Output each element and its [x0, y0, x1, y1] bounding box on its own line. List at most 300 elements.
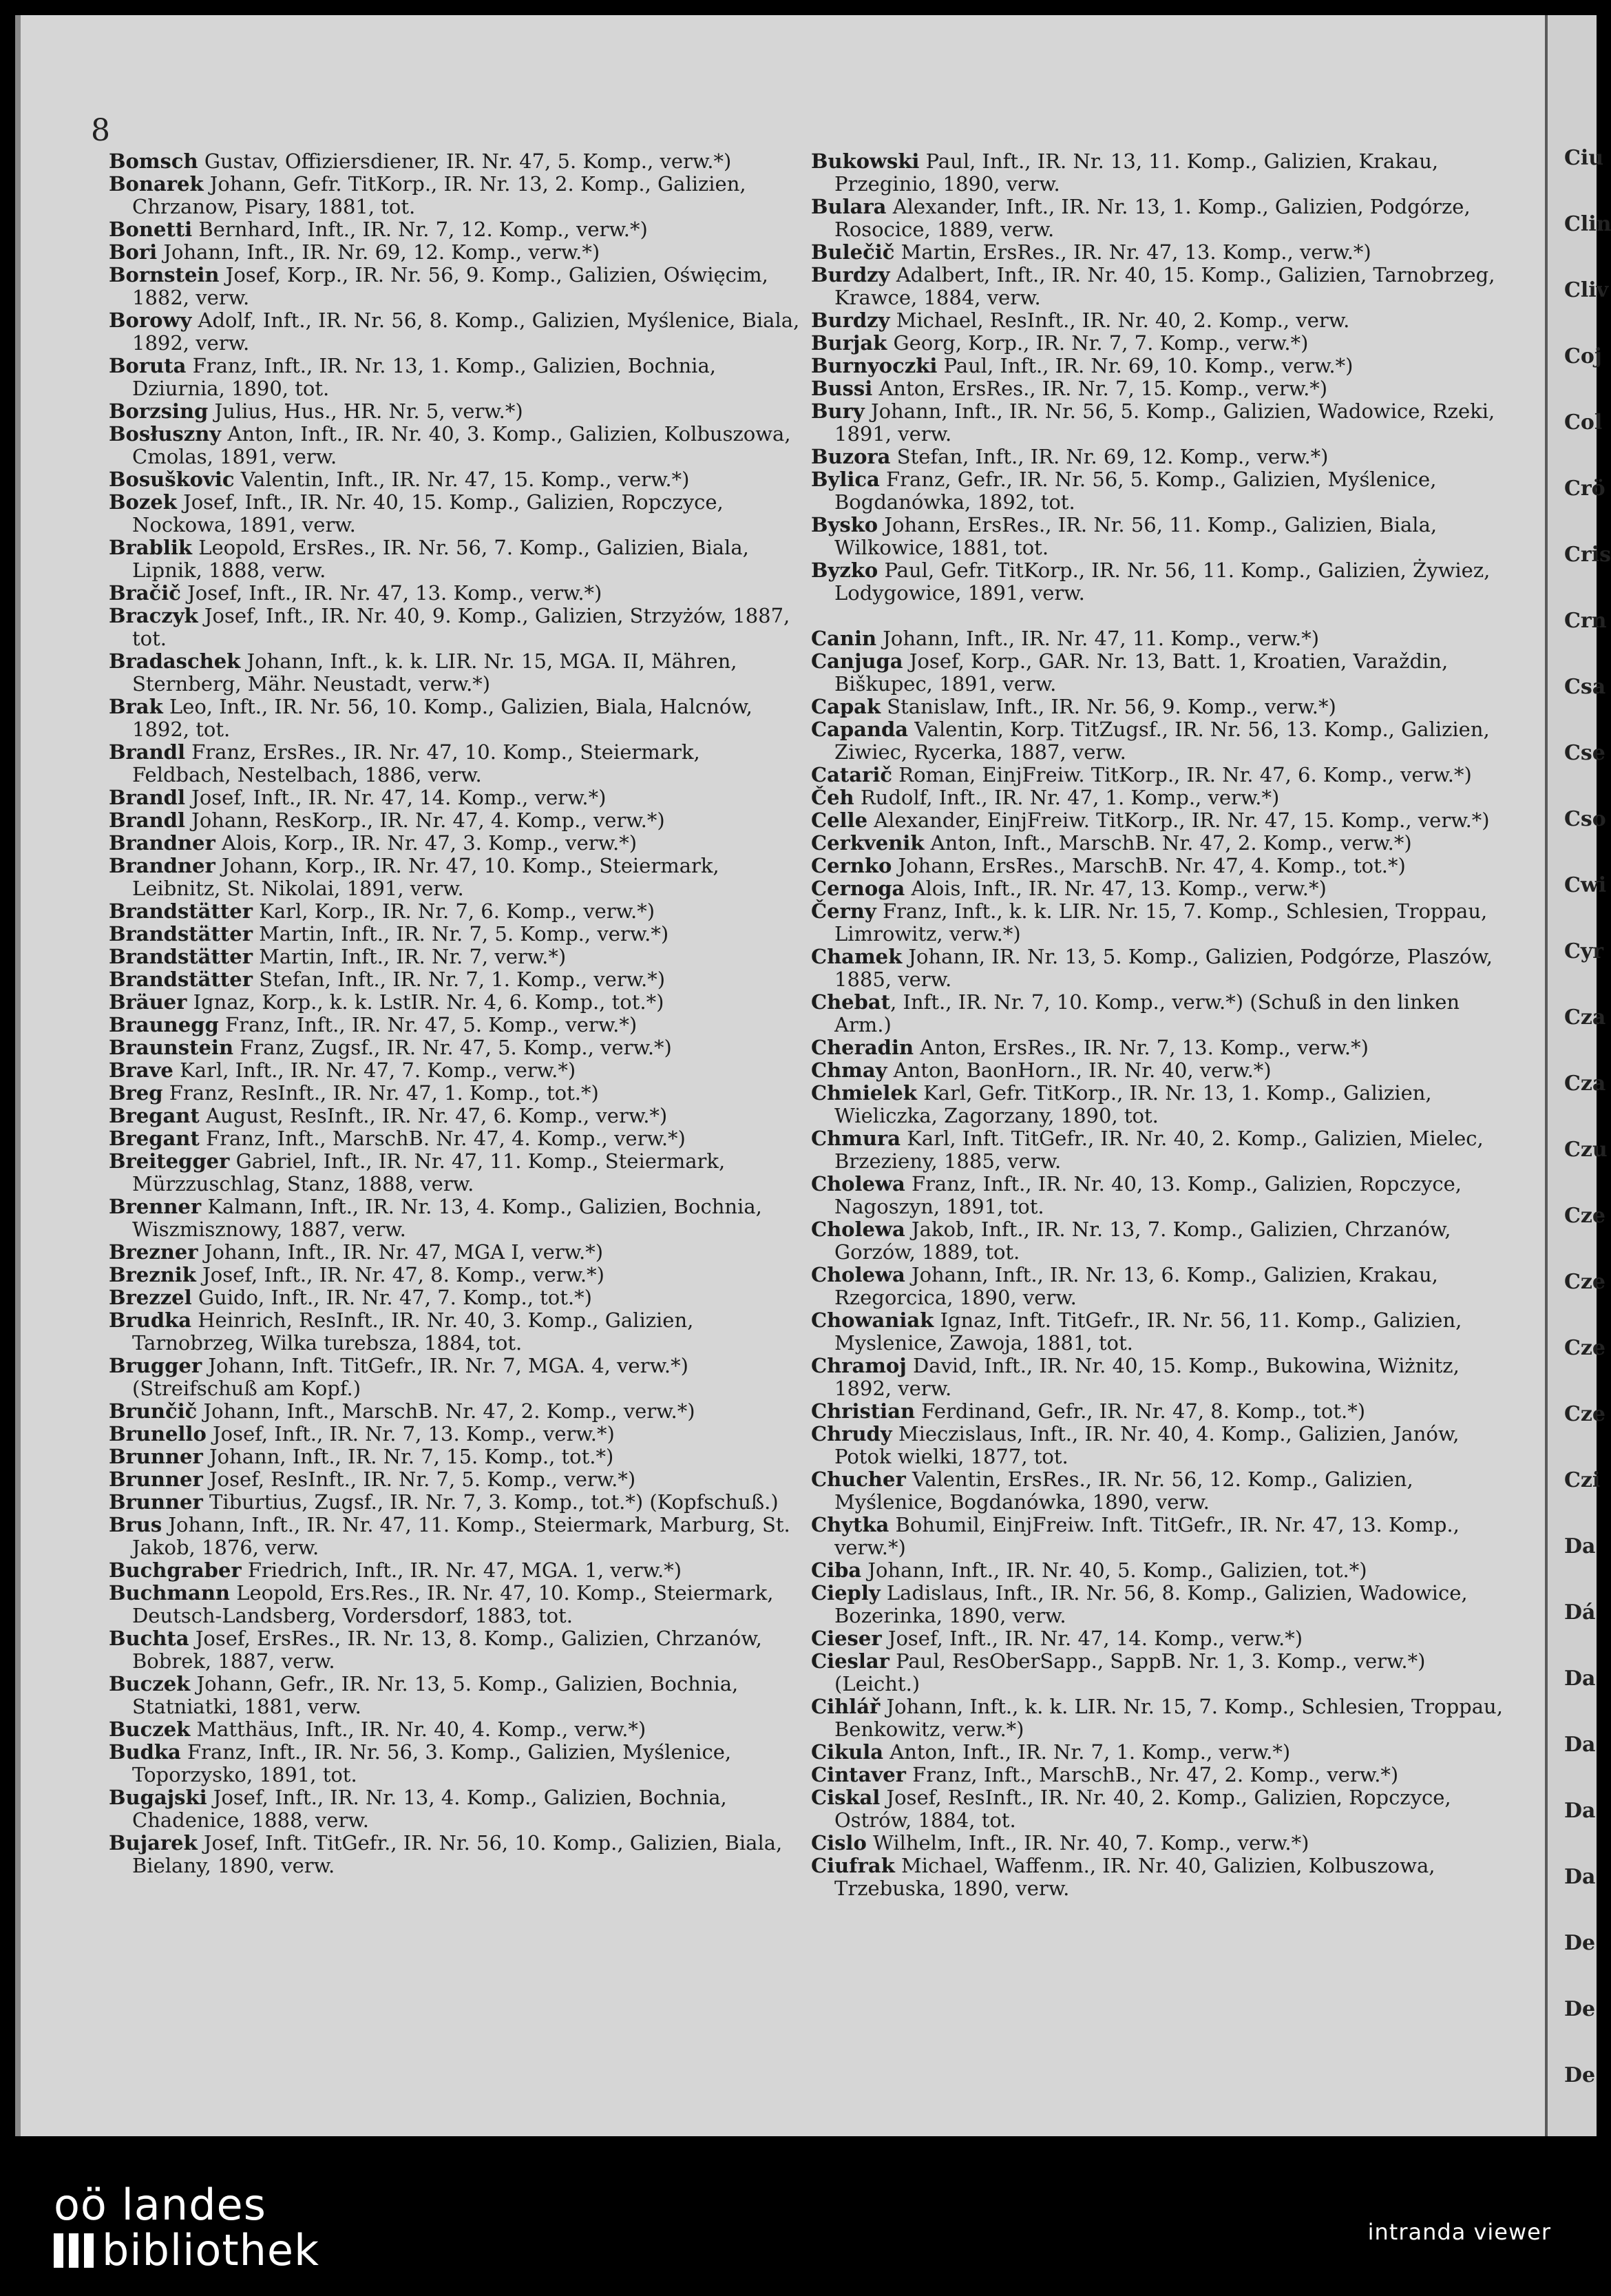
entry-details: Franz, ErsRes., IR. Nr. 47, 10. Komp., Steiermark, Feldbach, Nestelbach, 1886, verw.: [132, 740, 700, 786]
next-page-fragment: Cyr: [1564, 939, 1604, 963]
entry-surname: Chamek: [811, 945, 903, 968]
entry-surname: Cieser: [811, 1627, 882, 1650]
entry-details: Franz, Zugsf., IR. Nr. 47, 5. Komp., verw.*): [233, 1036, 672, 1059]
entry-surname: Chramoj: [811, 1354, 907, 1377]
entry-surname: Cieslar: [811, 1649, 889, 1673]
entry-surname: Brunner: [109, 1490, 203, 1514]
list-entry: [109, 1423, 804, 1446]
entry-details: Josef, Inft., IR. Nr. 40, 15. Komp., Galizien, Ropczyce, Nockowa, 1891, verw.: [132, 490, 724, 536]
entry-details: Anton, BaonHorn., IR. Nr. 40, verw.*): [887, 1058, 1272, 1082]
list-entry: [109, 150, 804, 173]
list-entry: [811, 1264, 1506, 1309]
entry-details: Jakob, Inft., IR. Nr. 13, 7. Komp., Galizien, Chrzanów, Gorzów, 1889, tot.: [834, 1218, 1451, 1264]
entry-details: Roman, EinjFreiw. TitKorp., IR. Nr. 47, 6. Komp., verw.*): [892, 763, 1472, 786]
entry-details: Josef, Inft., IR. Nr. 7, 13. Komp., verw.*): [206, 1422, 615, 1446]
entry-details: Karl, Korp., IR. Nr. 7, 6. Komp., verw.*): [252, 899, 655, 923]
entry-details: Franz, Inft., IR. Nr. 47, 5. Komp., verw.*): [218, 1013, 638, 1036]
entry-surname: Chmay: [811, 1058, 887, 1082]
next-page-fragment: Cze: [1564, 1204, 1605, 1228]
list-entry: [811, 832, 1506, 855]
list-entry: [109, 650, 804, 696]
list-entry: [109, 832, 804, 855]
next-page-fragment: Dá: [1564, 1600, 1596, 1625]
next-page-fragment: Da: [1564, 1799, 1596, 1823]
list-entry: [811, 1764, 1506, 1786]
entry-details: Franz, Inft., IR. Nr. 40, 13. Komp., Galizien, Ropczyce, Nagoszyn, 1891, tot.: [834, 1172, 1462, 1218]
entry-surname: Chmielek: [811, 1081, 917, 1105]
list-entry: [109, 1082, 804, 1105]
list-entry: [811, 1423, 1506, 1468]
next-page-fragment: Da: [1564, 1733, 1596, 1757]
entry-surname: Breitegger: [109, 1149, 230, 1173]
list-entry: [811, 446, 1506, 468]
entry-surname: Cholewa: [811, 1263, 905, 1286]
list-entry: [109, 1286, 804, 1309]
entry-surname: Brandl: [109, 786, 185, 809]
entry-surname: Capanda: [811, 718, 909, 741]
entry-details: Anton, Inft., IR. Nr. 7, 1. Komp., verw.*): [883, 1740, 1291, 1764]
next-page-fragment: Cze: [1564, 1336, 1605, 1360]
list-entry: [811, 377, 1506, 400]
list-entry: [109, 991, 804, 1014]
list-entry: [811, 1355, 1506, 1400]
list-entry: [109, 536, 804, 582]
entry-details: Johann, Inft., IR. Nr. 13, 6. Komp., Galizien, Krakau, Rzegorcica, 1890, verw.: [834, 1263, 1438, 1309]
list-entry: [109, 1673, 804, 1718]
entry-surname: Brablik: [109, 536, 192, 559]
list-entry: [109, 1355, 804, 1400]
next-page-fragment: De: [1564, 1997, 1596, 2021]
entry-details: Johann, Inft., IR. Nr. 56, 5. Komp., Galizien, Wadowice, Rzeki, 1891, verw.: [834, 399, 1495, 446]
entry-details: Rudolf, Inft., IR. Nr. 47, 1. Komp., verw.*): [854, 786, 1280, 809]
entry-details: Johann, Gefr., IR. Nr. 13, 5. Komp., Galizien, Bochnia, Statniatki, 1881, verw.: [132, 1672, 739, 1718]
next-page-fragment: De: [1564, 2063, 1596, 2087]
entry-details: August, ResInft., IR. Nr. 47, 6. Komp., verw.*): [199, 1104, 668, 1127]
entry-details: Leo, Inft., IR. Nr. 56, 10. Komp., Galizien, Biala, Halcnów, 1892, tot.: [132, 695, 752, 741]
list-entry: [811, 1695, 1506, 1741]
entry-details: Gustav, Offiziersdiener, IR. Nr. 47, 5. Komp., verw.*): [198, 149, 732, 173]
list-entry: [109, 1786, 804, 1832]
list-entry: [811, 1309, 1506, 1355]
entry-details: Bernhard, Inft., IR. Nr. 7, 12. Komp., verw.*): [192, 218, 648, 241]
list-entry: [811, 264, 1506, 309]
list-entry: [109, 696, 804, 741]
list-entry: [811, 196, 1506, 241]
entry-surname: Byzko: [811, 559, 878, 582]
next-page-fragment: Cse: [1564, 741, 1605, 765]
entry-details: Franz, ResInft., IR. Nr. 47, 1. Komp., tot.*): [162, 1081, 599, 1105]
entry-details: Valentin, Korp. TitZugsf., IR. Nr. 56, 13. Komp., Galizien, Ziwiec, Rycerka, 1887, verw.: [834, 718, 1490, 764]
entry-details: Ignaz, Korp., k. k. LstIR. Nr. 4, 6. Komp., tot.*): [187, 990, 664, 1014]
page-number: 8: [91, 113, 110, 148]
entry-details: Paul, ResOberSapp., SappB. Nr. 1, 3. Komp., verw.*) (Leicht.): [834, 1649, 1426, 1695]
list-entry: [109, 1514, 804, 1559]
entry-surname: Brezzel: [109, 1286, 192, 1309]
entry-surname: Brezner: [109, 1240, 198, 1264]
entry-details: Johann, Inft., IR. Nr. 7, 15. Komp., tot.*): [202, 1445, 614, 1468]
entry-surname: Bosuškovic: [109, 468, 235, 491]
next-page-fragment: Clin: [1564, 212, 1611, 236]
list-entry: [811, 855, 1506, 877]
entry-details: Paul, Gefr. TitKorp., IR. Nr. 56, 11. Komp., Galizien, Żywiez, Lodygowice, 1891, verw.: [834, 559, 1491, 605]
entry-details: Johann, Inft. TitGefr., IR. Nr. 7, MGA. 4, verw.*) (Streifschuß am Kopf.): [132, 1354, 688, 1400]
entry-surname: Braunegg: [109, 1013, 219, 1036]
entry-details: Franz, Inft., IR. Nr. 13, 1. Komp., Galizien, Bochnia, Dziurnia, 1890, tot.: [132, 354, 716, 400]
list-entry: [811, 1582, 1506, 1627]
list-entry: [109, 1582, 804, 1627]
next-page-fragment: Czi: [1564, 1468, 1601, 1492]
entry-surname: Canjuga: [811, 649, 903, 673]
scanned-page: [15, 15, 1550, 2136]
entry-details: Leopold, ErsRes., IR. Nr. 56, 7. Komp., Galizien, Biala, Lipnik, 1888, verw.: [132, 536, 749, 582]
entry-details: Josef, Inft., IR. Nr. 47, 8. Komp., verw.*): [196, 1263, 604, 1286]
entry-surname: Bysko: [811, 513, 878, 536]
entry-surname: Bregant: [109, 1127, 200, 1150]
list-entry: [811, 1173, 1506, 1218]
entry-surname: Bulečič: [811, 240, 895, 264]
list-entry: [811, 468, 1506, 514]
entry-surname: Breg: [109, 1081, 163, 1105]
list-entry: [811, 514, 1506, 559]
list-entry: [811, 946, 1506, 991]
entry-surname: Celle: [811, 808, 868, 832]
entry-details: Josef, ErsRes., IR. Nr. 13, 8. Komp., Galizien, Chrzanów, Bobrek, 1887, verw.: [132, 1627, 762, 1673]
list-entry: [109, 1741, 804, 1786]
entry-surname: Brenner: [109, 1195, 202, 1218]
list-entry: [811, 1127, 1506, 1173]
entry-surname: Bräuer: [109, 990, 187, 1014]
next-page-fragment: Crn: [1564, 609, 1607, 633]
list-entry: [109, 264, 804, 309]
left-column: [109, 150, 804, 1877]
entry-details: Paul, Inft., IR. Nr. 69, 10. Komp., verw.*): [937, 354, 1354, 377]
entry-details: Anton, Inft., IR. Nr. 40, 3. Komp., Galizien, Kolbuszowa, Cmolas, 1891, verw.: [132, 422, 791, 468]
entry-details: Franz, Inft., MarschB., Nr. 47, 2. Komp., verw.*): [905, 1763, 1399, 1786]
list-entry: [811, 1468, 1506, 1514]
entry-details: Josef, Inft., IR. Nr. 13, 4. Komp., Galizien, Bochnia, Chadenice, 1888, verw.: [132, 1786, 727, 1832]
entry-details: Johann, Inft., k. k. LIR. Nr. 15, MGA. II, Mähren, Sternberg, Mähr. Neustadt, verw.*): [132, 649, 737, 696]
entry-surname: Brandner: [109, 831, 215, 855]
entry-details: Josef, Inft., IR. Nr. 40, 9. Komp., Galizien, Strzyżów, 1887, tot.: [132, 604, 790, 650]
entry-surname: Burdzy: [811, 309, 890, 332]
list-entry: [811, 1855, 1506, 1900]
next-page-fragment: Da: [1564, 1865, 1596, 1889]
next-page-fragment: De: [1564, 1931, 1596, 1955]
entry-surname: Buchmann: [109, 1581, 230, 1605]
entry-details: Josef, Korp., GAR. Nr. 13, Batt. 1, Kroatien, Varaždin, Biškupec, 1891, verw.: [834, 649, 1449, 696]
entry-surname: Braunstein: [109, 1036, 234, 1059]
list-entry: [811, 1218, 1506, 1264]
entry-surname: Bukowski: [811, 149, 920, 173]
entry-details: Guido, Inft., IR. Nr. 47, 7. Komp., tot.*): [191, 1286, 592, 1309]
entry-surname: Borowy: [109, 309, 192, 332]
list-entry: [811, 1741, 1506, 1764]
list-entry: [811, 786, 1506, 809]
entry-details: Josef, Inft., IR. Nr. 47, 14. Komp., verw.*): [881, 1627, 1303, 1650]
entry-surname: Cihlář: [811, 1695, 881, 1718]
entry-surname: Bozek: [109, 490, 177, 514]
entry-surname: Canin: [811, 627, 877, 650]
logo-line2: [54, 2227, 319, 2274]
list-entry: [811, 650, 1506, 696]
list-entry: [811, 1036, 1506, 1059]
entry-surname: Burjak: [811, 331, 887, 355]
list-entry: [109, 1105, 804, 1127]
entry-details: Karl, Inft. TitGefr., IR. Nr. 40, 2. Komp., Galizien, Mielec, Brzezieny, 1885, verw.: [834, 1127, 1484, 1173]
entry-details: David, Inft., IR. Nr. 40, 15. Komp., Bukowina, Wiżnitz, 1892, verw.: [834, 1354, 1460, 1400]
entry-details: Alexander, Inft., IR. Nr. 13, 1. Komp., Galizien, Podgórze, Rosocice, 1889, verw.: [834, 195, 1471, 241]
entry-details: Anton, ErsRes., IR. Nr. 7, 13. Komp., verw.*): [914, 1036, 1369, 1059]
list-entry: [811, 400, 1506, 446]
entry-surname: Ciskal: [811, 1786, 881, 1809]
entry-details: Ignaz, Inft. TitGefr., IR. Nr. 56, 11. Komp., Galizien, Myslenice, Zawoja, 1881, tot.: [834, 1308, 1462, 1355]
logo-bars-icon: [54, 2233, 95, 2268]
entry-details: Johann, Korp., IR. Nr. 47, 10. Komp., Steiermark, Leibnitz, St. Nikolai, 1891, verw.: [132, 854, 719, 900]
next-page-fragment: Czu: [1564, 1138, 1608, 1162]
entry-details: Johann, ErsRes., IR. Nr. 56, 11. Komp., Galizien, Biala, Wilkowice, 1881, tot.: [834, 513, 1438, 559]
entry-surname: Chytka: [811, 1513, 889, 1536]
list-entry: [109, 1468, 804, 1491]
entry-surname: Brunčič: [109, 1399, 198, 1423]
entry-surname: Burnyoczki: [811, 354, 938, 377]
list-entry: [109, 218, 804, 241]
entry-details: Johann, Inft., k. k. LIR. Nr. 15, 7. Komp., Schlesien, Troppau, Benkowitz, verw.*): [834, 1695, 1503, 1741]
entry-surname: Christian: [811, 1399, 916, 1423]
entry-surname: Bornstein: [109, 263, 220, 286]
entry-details: Matthäus, Inft., IR. Nr. 40, 4. Komp., verw.*): [190, 1718, 646, 1741]
entry-details: Michael, ResInft., IR. Nr. 40, 2. Komp., verw.: [889, 309, 1350, 332]
entry-details: Mieczislaus, Inft., IR. Nr. 40, 4. Komp., Galizien, Janów, Potok wielki, 1877, tot.: [834, 1422, 1460, 1468]
list-entry: [109, 1196, 804, 1241]
entry-surname: Bregant: [109, 1104, 200, 1127]
entry-details: Tiburtius, Zugsf., IR. Nr. 7, 3. Komp., tot.*) (Kopfschuß.): [202, 1490, 779, 1514]
entry-details: Josef, Inft., IR. Nr. 47, 13. Komp., verw.*): [180, 581, 602, 605]
list-entry: [109, 1627, 804, 1673]
entry-surname: Bomsch: [109, 149, 198, 173]
list-entry: [109, 423, 804, 468]
entry-surname: Borzsing: [109, 399, 209, 423]
entry-surname: Ciba: [811, 1558, 862, 1582]
viewer-brand: intranda viewer: [1367, 2219, 1551, 2245]
entry-details: Michael, Waffenm., IR. Nr. 40, Galizien, Kolbuszowa, Trzebuska, 1890, verw.: [834, 1854, 1435, 1900]
list-entry: [109, 1241, 804, 1264]
next-page-fragment: Cze: [1564, 1402, 1605, 1426]
entry-surname: Brunello: [109, 1422, 207, 1446]
entry-details: Johann, Inft., IR. Nr. 69, 12. Komp., verw.*): [157, 240, 600, 264]
list-entry: [109, 1446, 804, 1468]
list-entry: [109, 786, 804, 809]
entry-details: Kalmann, Inft., IR. Nr. 13, 4. Komp., Galizien, Bochnia, Wiszmisznowy, 1887, verw.: [132, 1195, 762, 1241]
list-entry: [811, 1832, 1506, 1855]
entry-surname: Bradaschek: [109, 649, 241, 673]
entry-surname: Burdzy: [811, 263, 890, 286]
list-entry: [109, 809, 804, 832]
list-entry: [811, 764, 1506, 786]
list-entry: [109, 1718, 804, 1741]
entry-details: Wilhelm, Inft., IR. Nr. 40, 7. Komp., verw.*): [866, 1831, 1309, 1855]
entry-details: Johann, IR. Nr. 13, 5. Komp., Galizien, Podgórze, Plaszów, 1885, verw.: [834, 945, 1493, 991]
list-entry: [811, 718, 1506, 764]
entry-details: Josef, Inft., IR. Nr. 47, 14. Komp., verw.*): [185, 786, 607, 809]
entry-surname: Brak: [109, 695, 163, 718]
entry-surname: Cernko: [811, 854, 892, 877]
next-page-fragment: Crö: [1564, 477, 1605, 501]
entry-surname: Bonetti: [109, 218, 193, 241]
entry-surname: Cernoga: [811, 877, 905, 900]
list-entry: [109, 855, 804, 900]
list-entry: [109, 173, 804, 218]
entry-details: Johann, Inft., IR. Nr. 47, 11. Komp., Steiermark, Marburg, St. Jakob, 1876, verw.: [132, 1513, 790, 1559]
entry-surname: Bračič: [109, 581, 181, 605]
entry-details: Josef, ResInft., IR. Nr. 40, 2. Komp., Galizien, Ropczyce, Ostrów, 1884, tot.: [834, 1786, 1451, 1832]
list-entry: [109, 1400, 804, 1423]
list-entry: [811, 1514, 1506, 1559]
entry-surname: Brandl: [109, 740, 185, 764]
list-entry: [109, 241, 804, 264]
list-entry: [811, 1400, 1506, 1423]
list-entry: [109, 400, 804, 423]
entry-details: Johann, Inft., IR. Nr. 47, 11. Komp., verw.*): [876, 627, 1320, 650]
entry-details: Josef, Korp., IR. Nr. 56, 9. Komp., Galizien, Oświęcim, 1882, verw.: [132, 263, 768, 309]
entry-surname: Brugger: [109, 1354, 202, 1377]
next-page-fragment: Cza: [1564, 1072, 1606, 1096]
entry-surname: Brus: [109, 1513, 162, 1536]
entry-surname: Cerkvenik: [811, 831, 925, 855]
logo-text-line1: oö landes: [54, 2180, 266, 2230]
list-entry: [109, 923, 804, 946]
entry-details: Ferdinand, Gefr., IR. Nr. 47, 8. Komp., tot.*): [915, 1399, 1366, 1423]
entry-details: Martin, Inft., IR. Nr. 7, 5. Komp., verw.*): [252, 922, 669, 946]
entry-surname: Breznik: [109, 1263, 196, 1286]
entry-details: Karl, Inft., IR. Nr. 47, 7. Komp., verw.*): [173, 1058, 576, 1082]
entry-surname: Černy: [811, 899, 876, 923]
list-entry: [811, 877, 1506, 900]
entry-surname: Brandstätter: [109, 922, 253, 946]
entry-details: Adalbert, Inft., IR. Nr. 40, 15. Komp., Galizien, Tarnobrzeg, Krawce, 1884, verw.: [834, 263, 1495, 309]
entry-details: Valentin, Inft., IR. Nr. 47, 15. Komp., verw.*): [234, 468, 690, 491]
list-entry: [811, 1059, 1506, 1082]
entry-details: Heinrich, ResInft., IR. Nr. 40, 3. Komp., Galizien, Tarnobrzeg, Wilka turebsza, 1884, tot.: [132, 1308, 694, 1355]
list-entry: [811, 332, 1506, 355]
entry-details: Anton, ErsRes., IR. Nr. 7, 15. Komp., verw.*): [872, 377, 1328, 400]
list-entry: [109, 355, 804, 400]
list-entry: [811, 1650, 1506, 1695]
entry-surname: Brandstätter: [109, 899, 253, 923]
entry-details: Johann, Gefr. TitKorp., IR. Nr. 13, 2. Komp., Galizien, Chrzanow, Pisary, 1881, tot.: [132, 172, 746, 218]
list-entry: [811, 309, 1506, 332]
next-page-fragment: Cliv: [1564, 278, 1609, 302]
list-entry: [109, 309, 804, 355]
list-entry: [109, 468, 804, 491]
entry-surname: Cintaver: [811, 1763, 906, 1786]
list-entry: [811, 355, 1506, 377]
list-entry: [811, 559, 1506, 605]
entry-surname: Brave: [109, 1058, 173, 1082]
list-entry: [109, 605, 804, 650]
list-entry: [109, 1559, 804, 1582]
entry-surname: Chebat: [811, 990, 891, 1014]
library-logo: [54, 2180, 319, 2275]
list-entry: [109, 968, 804, 991]
list-entry: [109, 1832, 804, 1877]
entry-surname: Bylica: [811, 468, 880, 491]
next-page-fragment: Cza: [1564, 1005, 1606, 1030]
next-page-fragment: Cze: [1564, 1270, 1605, 1294]
entry-surname: Brudka: [109, 1308, 192, 1332]
entry-details: Paul, Inft., IR. Nr. 13, 11. Komp., Galizien, Krakau, Przeginio, 1890, verw.: [834, 149, 1439, 196]
entry-details: Adolf, Inft., IR. Nr. 56, 8. Komp., Galizien, Myślenice, Biala, 1892, verw.: [132, 309, 800, 355]
next-page-fragment: Cso: [1564, 807, 1606, 831]
list-entry: [811, 809, 1506, 832]
entry-details: Julius, Hus., HR. Nr. 5, verw.*): [208, 399, 523, 423]
list-entry: [109, 1059, 804, 1082]
entry-surname: Chrudy: [811, 1422, 892, 1446]
list-entry: [811, 1627, 1506, 1650]
entry-surname: Ciufrak: [811, 1854, 895, 1877]
entry-details: Alois, Korp., IR. Nr. 47, 3. Komp., verw.*): [215, 831, 638, 855]
entry-details: Alois, Inft., IR. Nr. 47, 13. Komp., verw.*): [905, 877, 1327, 900]
entry-surname: Brunner: [109, 1468, 203, 1491]
entry-details: Stanislaw, Inft., IR. Nr. 56, 9. Komp., verw.*): [881, 695, 1336, 718]
list-entry: [109, 582, 804, 605]
entry-details: Stefan, Inft., IR. Nr. 69, 12. Komp., verw.*): [890, 445, 1329, 468]
entry-surname: Capak: [811, 695, 881, 718]
right-column: [811, 150, 1506, 1900]
list-entry: [811, 1559, 1506, 1582]
list-entry: [109, 900, 804, 923]
entry-surname: Chowaniak: [811, 1308, 934, 1332]
list-entry: [109, 946, 804, 968]
entry-details: Karl, Gefr. TitKorp., IR. Nr. 13, 1. Komp., Galizien, Wieliczka, Zagorzany, 1890, tot.: [834, 1081, 1432, 1127]
entry-surname: Buczek: [109, 1672, 191, 1695]
entry-details: Martin, ErsRes., IR. Nr. 47, 13. Komp., verw.*): [894, 240, 1371, 264]
entry-details: Martin, Inft., IR. Nr. 7, verw.*): [252, 945, 567, 968]
next-page-fragment: Col: [1564, 410, 1603, 435]
entry-details: Georg, Korp., IR. Nr. 7, 7. Komp., verw.*): [887, 331, 1309, 355]
list-entry: [109, 1014, 804, 1036]
entry-details: Johann, Inft., MarschB. Nr. 47, 2. Komp., verw.*): [197, 1399, 695, 1423]
list-entry: [811, 900, 1506, 946]
list-entry: [811, 241, 1506, 264]
entry-details: Valentin, ErsRes., IR. Nr. 56, 12. Komp., Galizien, Myślenice, Bogdanówka, 1890, verw.: [834, 1468, 1413, 1514]
list-entry: [811, 627, 1506, 650]
list-entry: [109, 741, 804, 786]
entry-surname: Bujarek: [109, 1831, 198, 1855]
entry-surname: Čeh: [811, 786, 854, 809]
entry-surname: Catarič: [811, 763, 893, 786]
entry-details: Josef, Inft. TitGefr., IR. Nr. 56, 10. Komp., Galizien, Biala, Bielany, 1890, verw.: [132, 1831, 783, 1877]
entry-surname: Cikula: [811, 1740, 884, 1764]
next-page-fragment: Da: [1564, 1667, 1596, 1691]
entry-surname: Bury: [811, 399, 865, 423]
next-page-edge: [1545, 15, 1611, 2136]
entry-surname: Chmura: [811, 1127, 901, 1150]
entry-surname: Bulara: [811, 195, 887, 218]
entry-surname: Cieply: [811, 1581, 881, 1605]
entry-details: Ladislaus, Inft., IR. Nr. 56, 8. Komp., Galizien, Wadowice, Bozerinka, 1890, verw.: [834, 1581, 1468, 1627]
list-entry: [811, 1082, 1506, 1127]
entry-surname: Boruta: [109, 354, 187, 377]
entry-surname: Chucher: [811, 1468, 906, 1491]
entry-surname: Bosłuszny: [109, 422, 222, 446]
entry-surname: Bori: [109, 240, 158, 264]
entry-surname: Brandl: [109, 808, 185, 832]
entry-surname: Buchta: [109, 1627, 189, 1650]
entry-details: Johann, Inft., IR. Nr. 40, 5. Komp., Galizien, tot.*): [861, 1558, 1367, 1582]
entry-surname: Cislo: [811, 1831, 867, 1855]
entry-details: Johann, ErsRes., MarschB. Nr. 47, 4. Komp., tot.*): [892, 854, 1406, 877]
next-page-fragment: Cris: [1564, 543, 1611, 567]
